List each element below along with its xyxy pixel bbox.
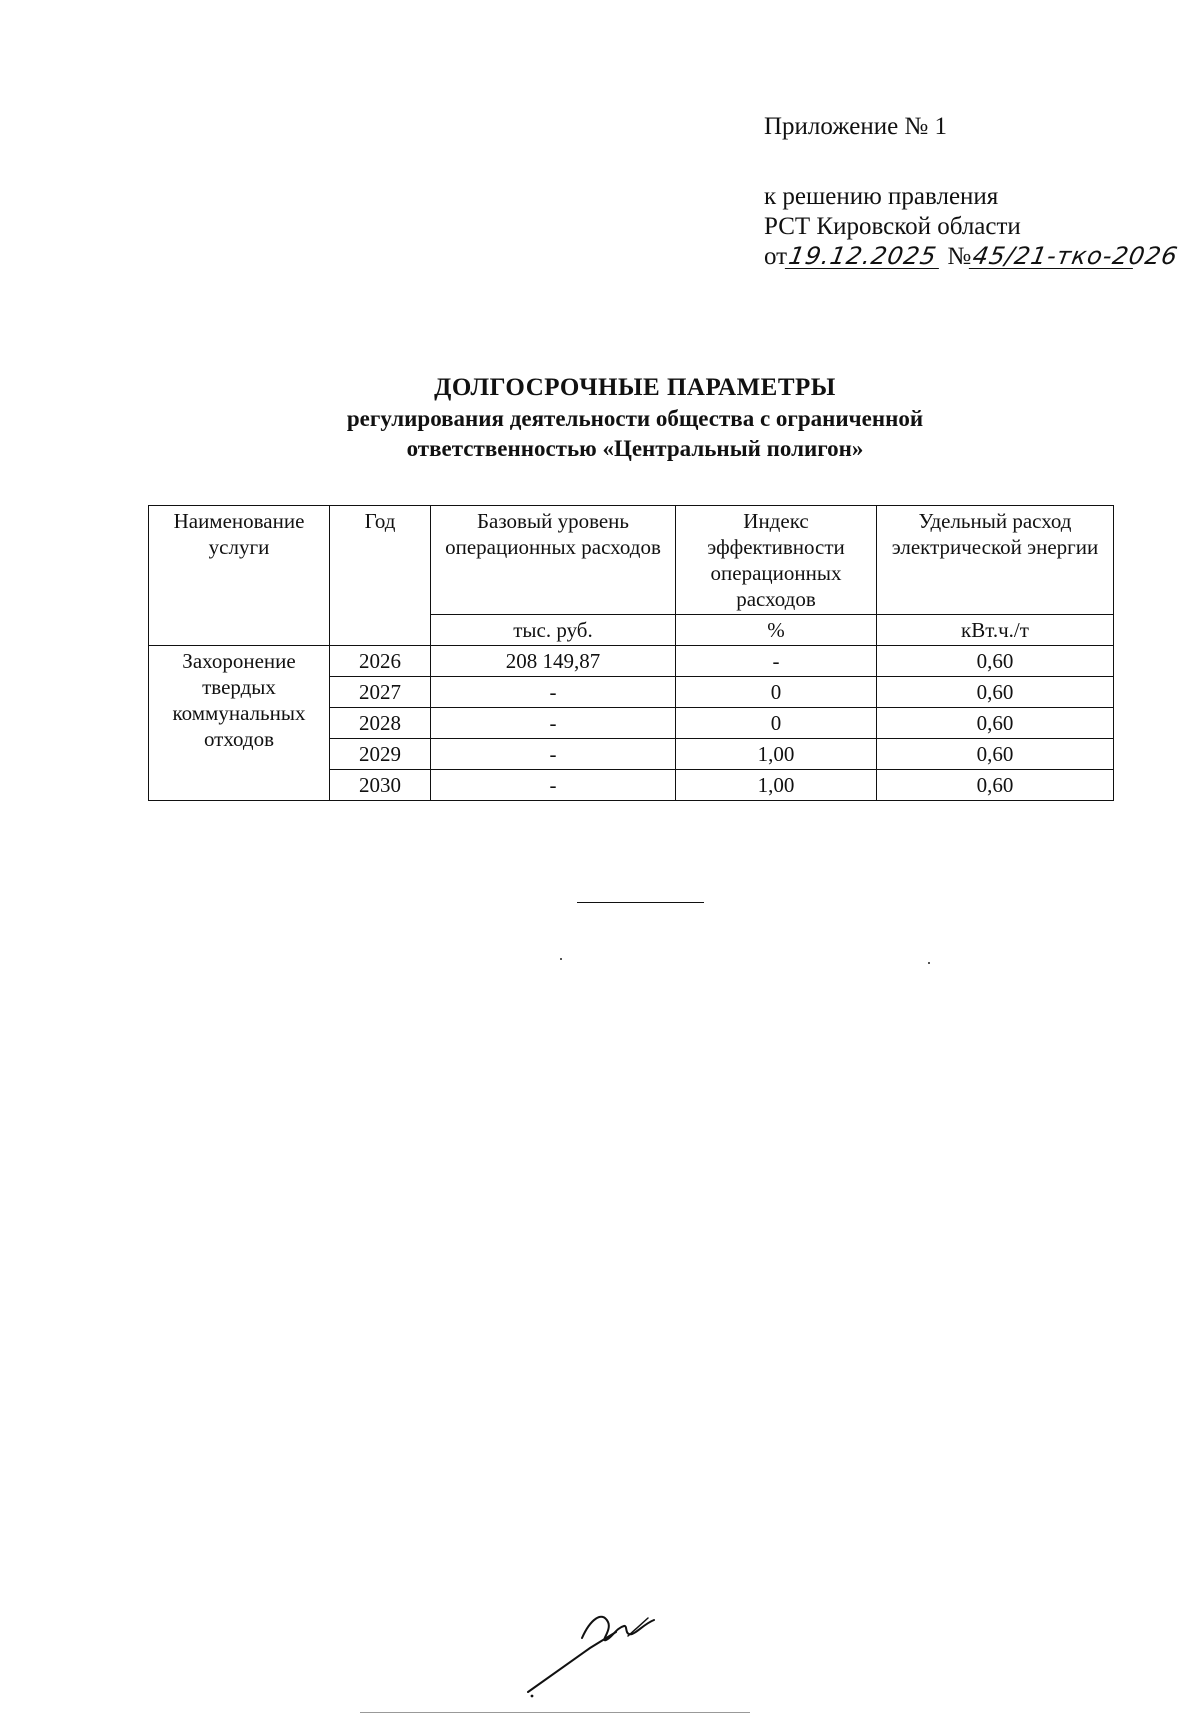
- scan-speck: [928, 962, 930, 964]
- base-level-cell: -: [431, 770, 676, 801]
- title-main: ДОЛГОСРОЧНЫЕ ПАРАМЕТРЫ: [434, 374, 836, 401]
- parameters-table: [148, 505, 1114, 801]
- efficiency-index-cell: 1,00: [676, 739, 877, 770]
- power-consumption-cell: 0,60: [877, 677, 1114, 708]
- efficiency-index-cell: 1,00: [676, 770, 877, 801]
- handwritten-number: 45/21-тко-2026: [970, 242, 1181, 270]
- year-cell: 2030: [330, 770, 431, 801]
- base-level-cell: -: [431, 708, 676, 739]
- efficiency-index-cell: 0: [676, 708, 877, 739]
- header-base-level: Базовый уровень операционных расходов: [431, 506, 676, 615]
- decision-reference: [764, 182, 1181, 272]
- unit-power-consumption: кВт.ч./т: [877, 615, 1114, 646]
- power-consumption-cell: 0,60: [877, 739, 1114, 770]
- appendix-label: Приложение № 1: [764, 113, 948, 140]
- power-consumption-cell: 0,60: [877, 770, 1114, 801]
- year-cell: 2029: [330, 739, 431, 770]
- decision-line-2: РСТ Кировской области: [764, 213, 1021, 240]
- efficiency-index-cell: -: [676, 646, 877, 677]
- title-sub-1: регулирования деятельности общества с ограниченной: [346, 406, 924, 431]
- power-consumption-cell: 0,60: [877, 646, 1114, 677]
- year-cell: 2028: [330, 708, 431, 739]
- base-level-cell: 208 149,87: [431, 646, 676, 677]
- from-prefix: от: [764, 243, 788, 270]
- scan-speck: [560, 958, 562, 960]
- efficiency-index-cell: 0: [676, 677, 877, 708]
- bottom-scan-line: [360, 1712, 750, 1713]
- base-level-cell: -: [431, 677, 676, 708]
- handwritten-date: 19.12.2025: [785, 244, 943, 269]
- unit-base-level: тыс. руб.: [431, 615, 676, 646]
- header-year: Год: [330, 506, 431, 646]
- decision-line-3: [764, 242, 1181, 272]
- title-sub-2: ответственностью «Центральный полигон»: [406, 436, 864, 461]
- power-consumption-cell: 0,60: [877, 708, 1114, 739]
- signature-icon: [520, 1580, 680, 1700]
- end-separator-line: [577, 902, 704, 903]
- table-header-row: [149, 506, 1114, 615]
- header-power-consumption: Удельный расход электрической энергии: [877, 506, 1114, 615]
- base-level-cell: -: [431, 739, 676, 770]
- unit-efficiency-index: %: [676, 615, 877, 646]
- decision-line-1: к решению правления: [764, 183, 999, 210]
- year-cell: 2027: [330, 677, 431, 708]
- header-efficiency-index: Индекс эффективности операционных расходов: [676, 506, 877, 615]
- number-sign: №: [947, 243, 972, 270]
- table-row: [149, 646, 1114, 677]
- document-title: [150, 372, 1120, 464]
- year-cell: 2026: [330, 646, 431, 677]
- header-service-name: Наименование услуги: [149, 506, 330, 646]
- service-name-cell: Захоронение твердых коммунальных отходов: [149, 646, 330, 801]
